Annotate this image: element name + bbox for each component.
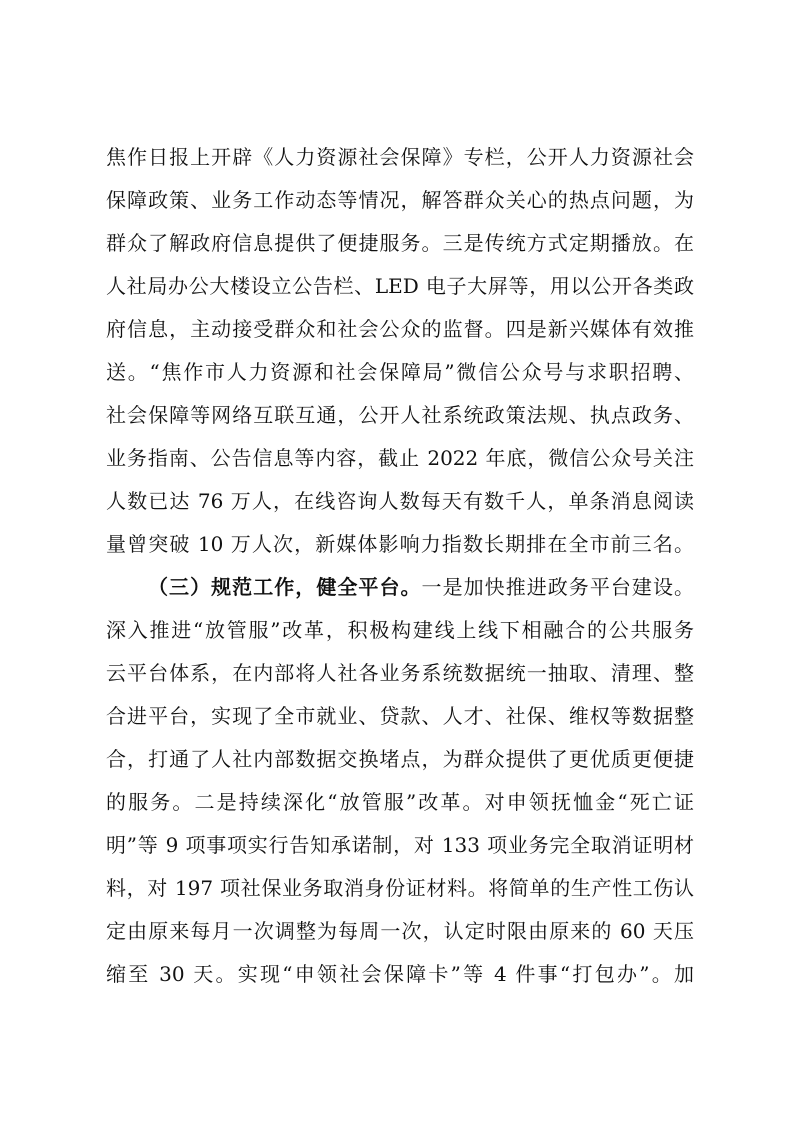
- section-heading-continuation: 一是加快推进政务平台建设。: [421, 575, 694, 599]
- paragraph-line: 人数已达 76 万人，在线咨询人数每天有数千人，单条消息阅读: [106, 489, 694, 513]
- paragraph-line: 云平台体系，在内部将人社各业务系统数据统一抽取、清理、整: [106, 661, 694, 685]
- section-heading-line: [148, 574, 694, 600]
- paragraph-line: 焦作日报上开辟《人力资源社会保障》专栏，公开人力资源社会: [106, 145, 694, 169]
- paragraph-line: 缩至 30 天。实现“申领社会保障卡”等 4 件事“打包办”。加: [106, 962, 694, 986]
- section-heading: （三）规范工作，健全平台。: [148, 575, 422, 599]
- paragraph-line: 业务指南、公告信息等内容，截止 2022 年底，微信公众号关注: [106, 446, 694, 470]
- paragraph-line: 社会保障等网络互联互通，公开人社系统政策法规、执点政务、: [106, 403, 694, 427]
- paragraph-line: 合，打通了人社内部数据交换堵点，为群众提供了更优质更便捷: [106, 747, 694, 771]
- paragraph-line: 量曾突破 10 万人次，新媒体影响力指数长期排在全市前三名。: [106, 532, 694, 556]
- paragraph-line: 保障政策、业务工作动态等情况，解答群众关心的热点问题，为: [106, 188, 694, 212]
- paragraph-line: 送。“焦作市人力资源和社会保障局”微信公众号与求职招聘、: [106, 360, 694, 384]
- paragraph-line: 的服务。二是持续深化“放管服”改革。对申领抚恤金“死亡证: [106, 790, 694, 814]
- paragraph-line: 料，对 197 项社保业务取消身份证材料。将简单的生产性工伤认: [106, 876, 694, 900]
- paragraph-line: 府信息，主动接受群众和社会公众的监督。四是新兴媒体有效推: [106, 317, 694, 341]
- paragraph-line: 明”等 9 项事项实行告知承诺制，对 133 项业务完全取消证明材: [106, 833, 694, 857]
- paragraph-line: 人社局办公大楼设立公告栏、LED 电子大屏等，用以公开各类政: [106, 274, 694, 298]
- paragraph-line: 群众了解政府信息提供了便捷服务。三是传统方式定期播放。在: [106, 231, 694, 255]
- paragraph-line: 合进平台，实现了全市就业、贷款、人才、社保、维权等数据整: [106, 704, 694, 728]
- paragraph-line: 定由原来每月一次调整为每周一次，认定时限由原来的 60 天压: [106, 919, 694, 943]
- paragraph-line: 深入推进“放管服”改革，积极构建线上线下相融合的公共服务: [106, 618, 694, 642]
